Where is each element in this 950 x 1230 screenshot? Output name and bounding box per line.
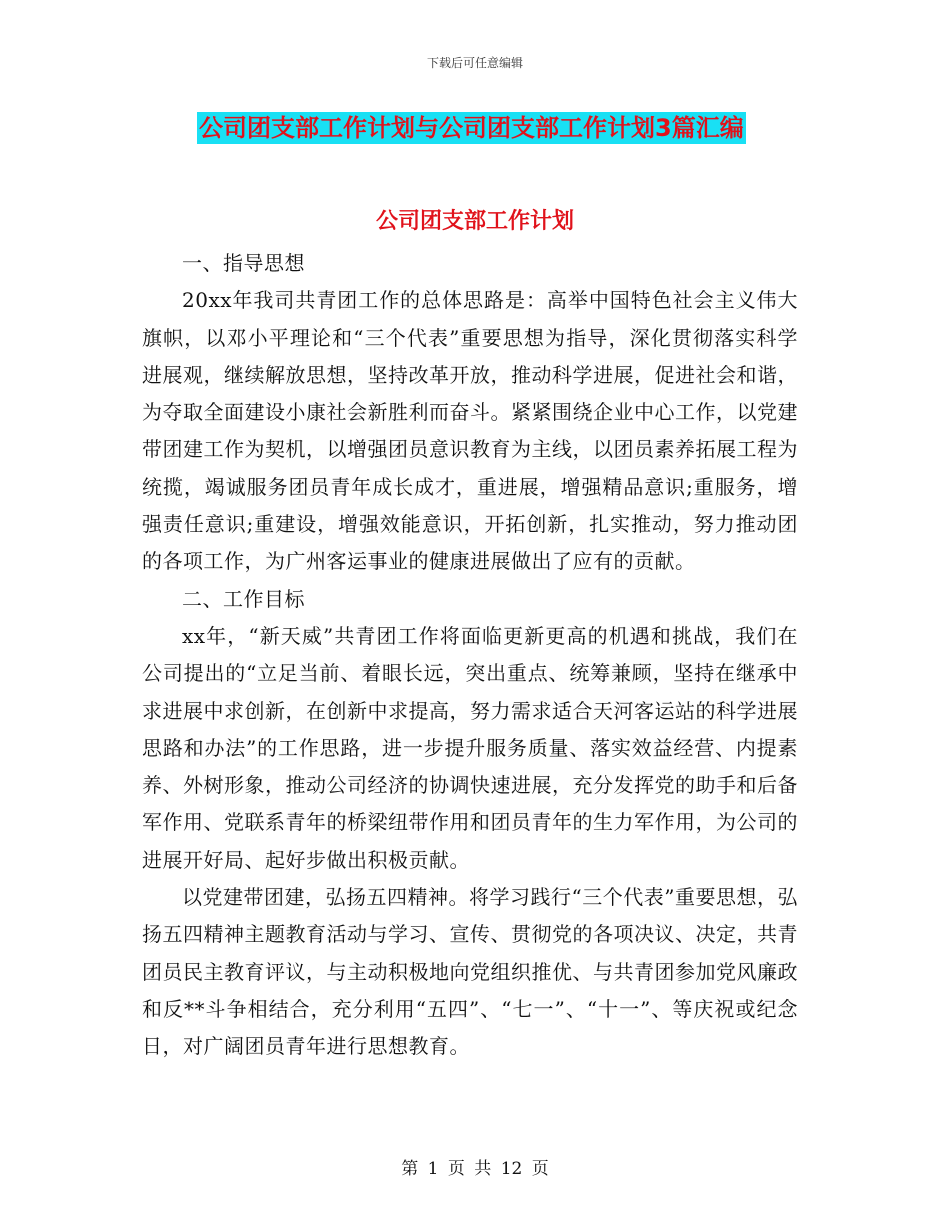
- page-footer: 第 1 页 共 12 页: [401, 1159, 549, 1179]
- paragraph-guiding-ideology: 20xx年我司共青团工作的总体思路是：高举中国特色社会主义伟大旗帜，以邓小平理论和“三个代表”重要思想为指导，深化贯彻落实科学进展观，继续解放思想，坚持改革开放，推动科学进展，促进社会和谐，为夺取全面建设小康社会新胜利而奋斗。紧紧围绕企业中心工作，以党建带团建工作为契机，以增强团员意识教育为主线，以团员素养拓展工程为统揽，竭诚服务团员青年成长成才，重进展，增强精品意识;重服务，增强责任意识;重建设，增强效能意识，开拓创新，扎实推动，努力推动团的各项工作，为广州客运事业的健康进展做出了应有的贡献。: [142, 288, 798, 574]
- heading-guiding-ideology: 一、指导思想: [182, 251, 305, 275]
- document-body: [142, 245, 798, 1066]
- page-header-note: 下载后可任意编辑: [426, 56, 523, 70]
- heading-work-goals: 二、工作目标: [182, 586, 305, 611]
- paragraph-work-goals: xx年，“新天威”共青团工作将面临更新更高的机遇和挑战，我们在公司提出的“立足当前、着眼长远，突出重点、统筹兼顾，坚持在继承中求进展中求创新，在创新中求提高，努力需求适合天河客运站的科学进展思路和办法”的工作思路，进一步提升服务质量、落实效益经营、内提素养、外树形象，推动公司经济的协调快速进展，充分发挥党的助手和后备军作用、党联系青年的桥梁纽带作用和团员青年的生力军作用，为公司的进展开好局、起好步做出积极贡献。: [142, 623, 798, 872]
- document-title: 公司团支部工作计划与公司团支部工作计划3篇汇编: [199, 114, 744, 142]
- section-title: 公司团支部工作计划: [375, 209, 574, 234]
- paragraph-party-building: 以党建带团建，弘扬五四精神。将学习践行“三个代表”重要思想，弘扬五四精神主题教育活动与学习、宣传、贯彻党的各项决议、决定，共青团员民主教育评议，与主动积极地向党组织推优、与共青团参加党风廉政和反**斗争相结合，充分利用“五四”、“七一”、“十一”、等庆祝或纪念日，对广阔团员青年进行思想教育。: [142, 885, 798, 1059]
